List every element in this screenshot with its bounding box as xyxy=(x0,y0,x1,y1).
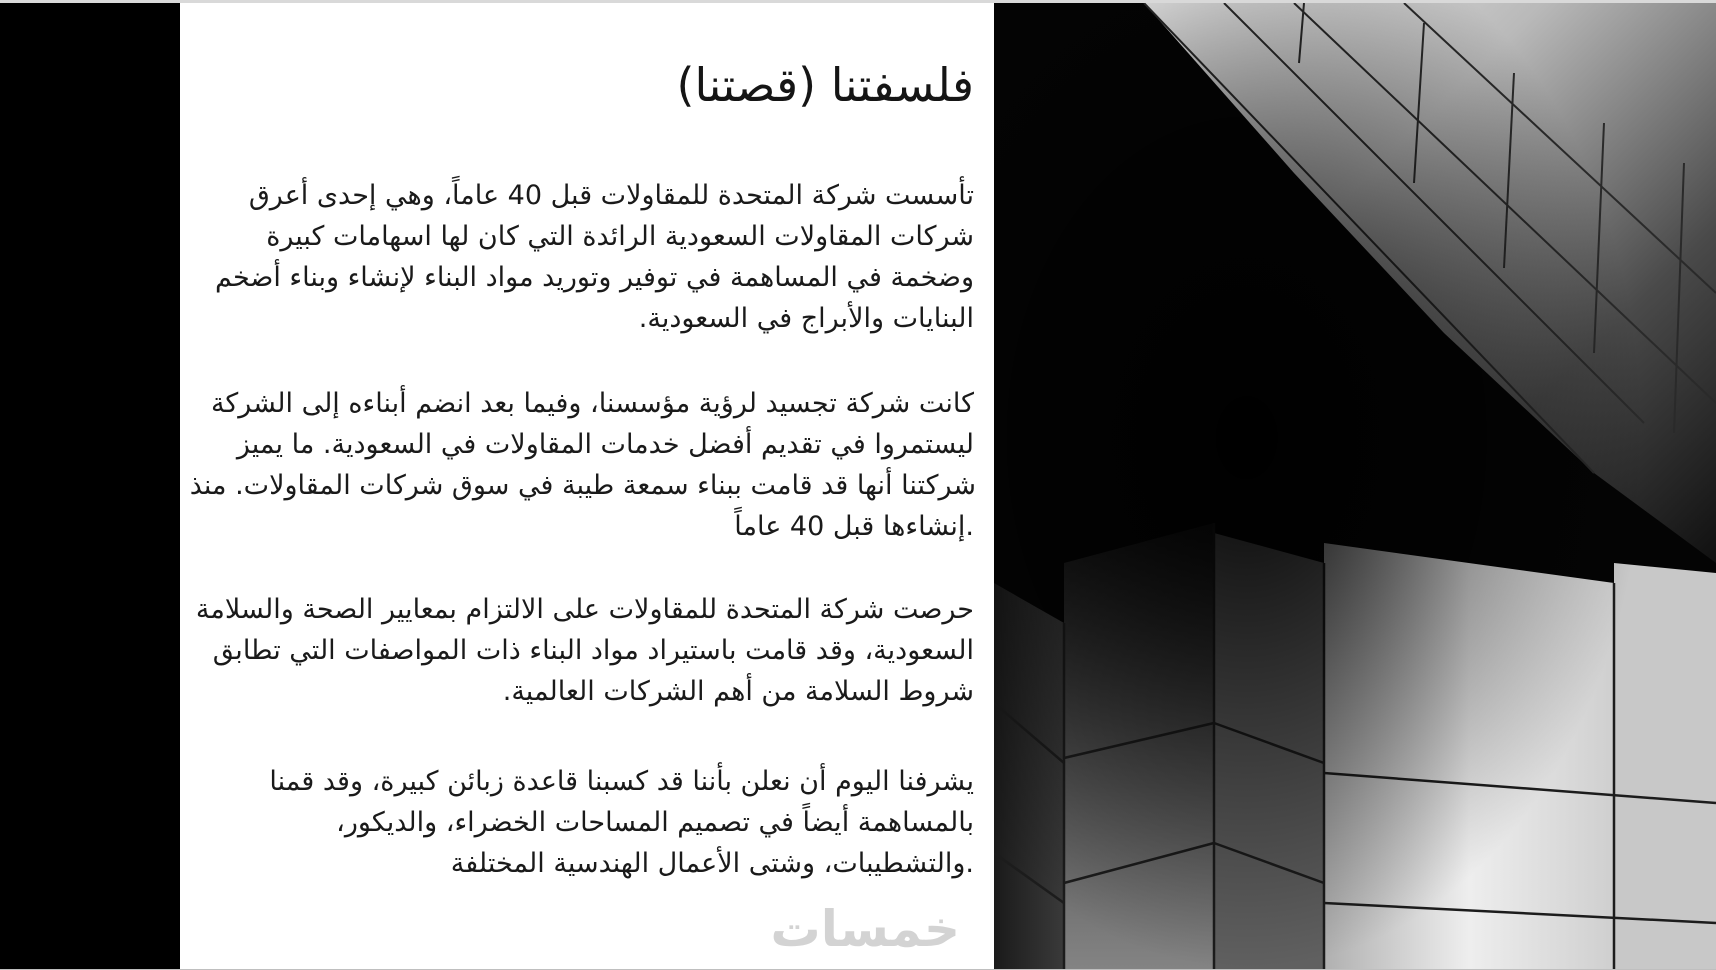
paragraph-safety xyxy=(180,589,974,712)
paragraph-line: شركات المقاولات السعودية الرائدة التي كان لها اسهامات كبيرة xyxy=(266,221,974,252)
paragraph-vision xyxy=(180,383,974,547)
paragraph-line: كانت شركة تجسيد لرؤية مؤسسنا، وفيما بعد انضم أبناءه إلى الشركة xyxy=(210,388,974,419)
paragraph-founding xyxy=(180,175,974,339)
paragraph-line: حرصت شركة المتحدة للمقاولات على الالتزام بمعايير الصحة والسلامة xyxy=(195,594,974,625)
paragraph-line: يشرفنا اليوم أن نعلن بأننا قد كسبنا قاعدة زبائن كبيرة، وقد قمنا xyxy=(269,766,974,797)
paragraph-line: .إنشاءها قبل 40 عاماً xyxy=(734,511,974,542)
slide-text-panel xyxy=(180,3,994,969)
presentation-slide[interactable] xyxy=(180,3,1716,969)
watermark-logo: خمسات xyxy=(770,900,960,958)
paragraph-line: البنايات والأبراج في السعودية. xyxy=(638,303,974,334)
paragraph-line: تأسست شركة المتحدة للمقاولات قبل 40 عاماً، وهي إحدى أعرق xyxy=(248,180,974,211)
paragraph-line: وضخمة في المساهمة في توفير وتوريد مواد البناء لإنشاء وبناء أضخم xyxy=(215,262,974,293)
slide-title: فلسفتنا (قصتنا) xyxy=(676,58,974,112)
paragraph-clients xyxy=(180,761,974,884)
building-facade-image xyxy=(994,3,1716,969)
paragraph-line: ليستمروا في تقديم أفضل خدمات المقاولات في السعودية. ما يميز xyxy=(236,429,974,460)
building-facade-photo xyxy=(994,3,1716,969)
paragraph-line: .والتشطيبات، وشتى الأعمال الهندسية المختلفة xyxy=(450,848,974,879)
paragraph-line: شروط السلامة من أهم الشركات العالمية. xyxy=(502,676,974,707)
paragraph-line: بالمساهمة أيضاً في تصميم المساحات الخضراء، والديكور، xyxy=(336,807,974,838)
paragraph-line: السعودية، وقد قامت باستيراد مواد البناء ذات المواصفات التي تطابق xyxy=(212,635,974,666)
presentation-left-margin xyxy=(0,3,180,969)
paragraph-line: شركتنا أنها قد قامت ببناء سمعة طيبة في سوق شركات المقاولات. منذ xyxy=(189,470,976,501)
